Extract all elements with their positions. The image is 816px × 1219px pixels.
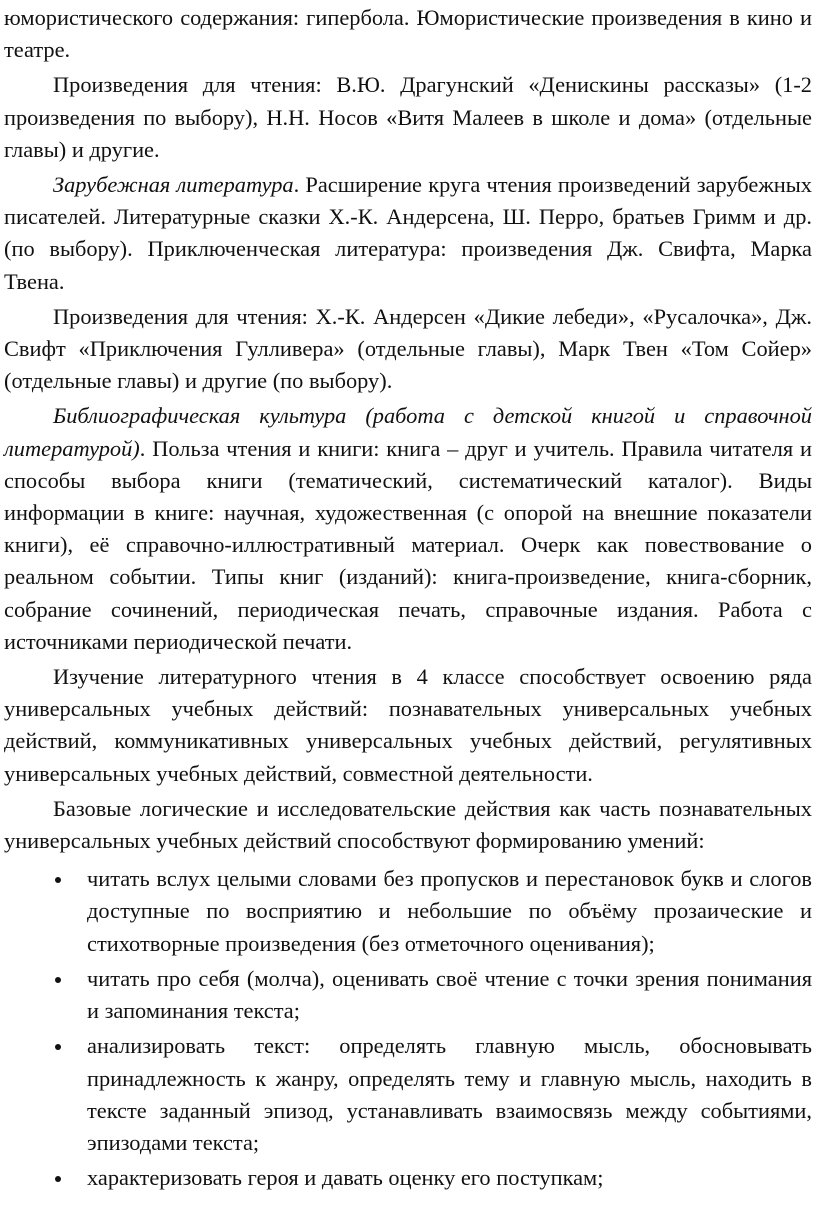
list-item [4,1030,812,1159]
paragraph-bibliographic-culture [4,400,812,658]
bullet-icon [55,1044,61,1050]
list-item-text: читать вслух целыми словами без пропусков и перестановок букв и слогов доступные по восприятию и небольшие по объёму прозаические и стихотворные произведения (без отметочного оценивания); [87,866,812,956]
bullet-icon [55,877,61,883]
bullet-icon [55,1176,61,1182]
list-item-text: характеризовать героя и давать оценку его поступкам; [87,1165,604,1191]
paragraph-reading-list-1: Произведения для чтения: В.Ю. Драгунский «Денискины рассказы» (1-2 произведения по выбору), Н.Н. Носов «Витя Малеев в школе и дома» (отдельные главы) и другие. [4,72,812,162]
paragraph-reading-list-2: Произведения для чтения: Х.-К. Андерсен «Дикие лебеди», «Русалочка», Дж. Свифт «Приключения Гулливера» (отдельные главы), Марк Твен «Том Сойер» (отдельные главы) и другие (по выбору). [4,303,812,394]
paragraph-foreign-literature [4,169,812,298]
list-item [4,1162,812,1194]
list-item-text: анализировать текст: определять главную мысль, обосновывать принадлежность к жанру, определять тему и главную мысль, находить в тексте заданный эпизод, устанавливать взаимосвязь между событиями, эпизодами текста; [87,1033,812,1155]
skills-bullet-list [4,863,812,1194]
section-heading-foreign-literature: Зарубежная литература [53,172,294,198]
paragraph-foreign-literature-text: . Расширение круга чтения произведений зарубежных писателей. Литературные сказки Х.-К. Андерсена, Ш. Перро, братьев Гримм и др. (по выбору). Приключенческая литература: произведения Дж. Свифта, Марка Твена. [4,172,813,294]
list-item-text: читать про себя (молча), оценивать своё чтение с точки зрения понимания и запоминания текста; [87,965,812,1024]
paragraph-humor: юмористического содержания: гипербола. Юмористические произведения в кино и театре. [4,5,812,63]
section-heading-bibliographic-culture: Библиографическая культура (работа с детской книгой и справочной литературой) [4,403,812,461]
document-page [4,2,812,1197]
paragraph-bibliographic-culture-text: . Польза чтения и книги: книга – друг и учитель. Правила читателя и способы выбора книги (тематический, систематический каталог). Виды информации в книге: научная, художественная (с опорой на внешние показатели книги), её справочно-иллюстративный материал. Очерк как повествование о реальном событии. Типы книг (изданий): книга-произведение, книга-сборник, собрание сочинений, периодическая печать, справочные издания. Работа с источниками периодической печати. [4,435,812,654]
list-item [4,963,812,1027]
paragraph-study: Изучение литературного чтения в 4 классе способствует освоению ряда универсальных учебных действий: познавательных универсальных учебных действий, коммуникативных универсальных учебных действий, регулятивных универсальных учебных действий, совместной деятельности. [4,664,812,786]
paragraph-base-actions: Базовые логические и исследовательские действия как часть познавательных универсальных учебных действий способствуют формированию умений: [4,795,812,854]
bullet-icon [55,977,61,983]
list-item [4,863,812,960]
